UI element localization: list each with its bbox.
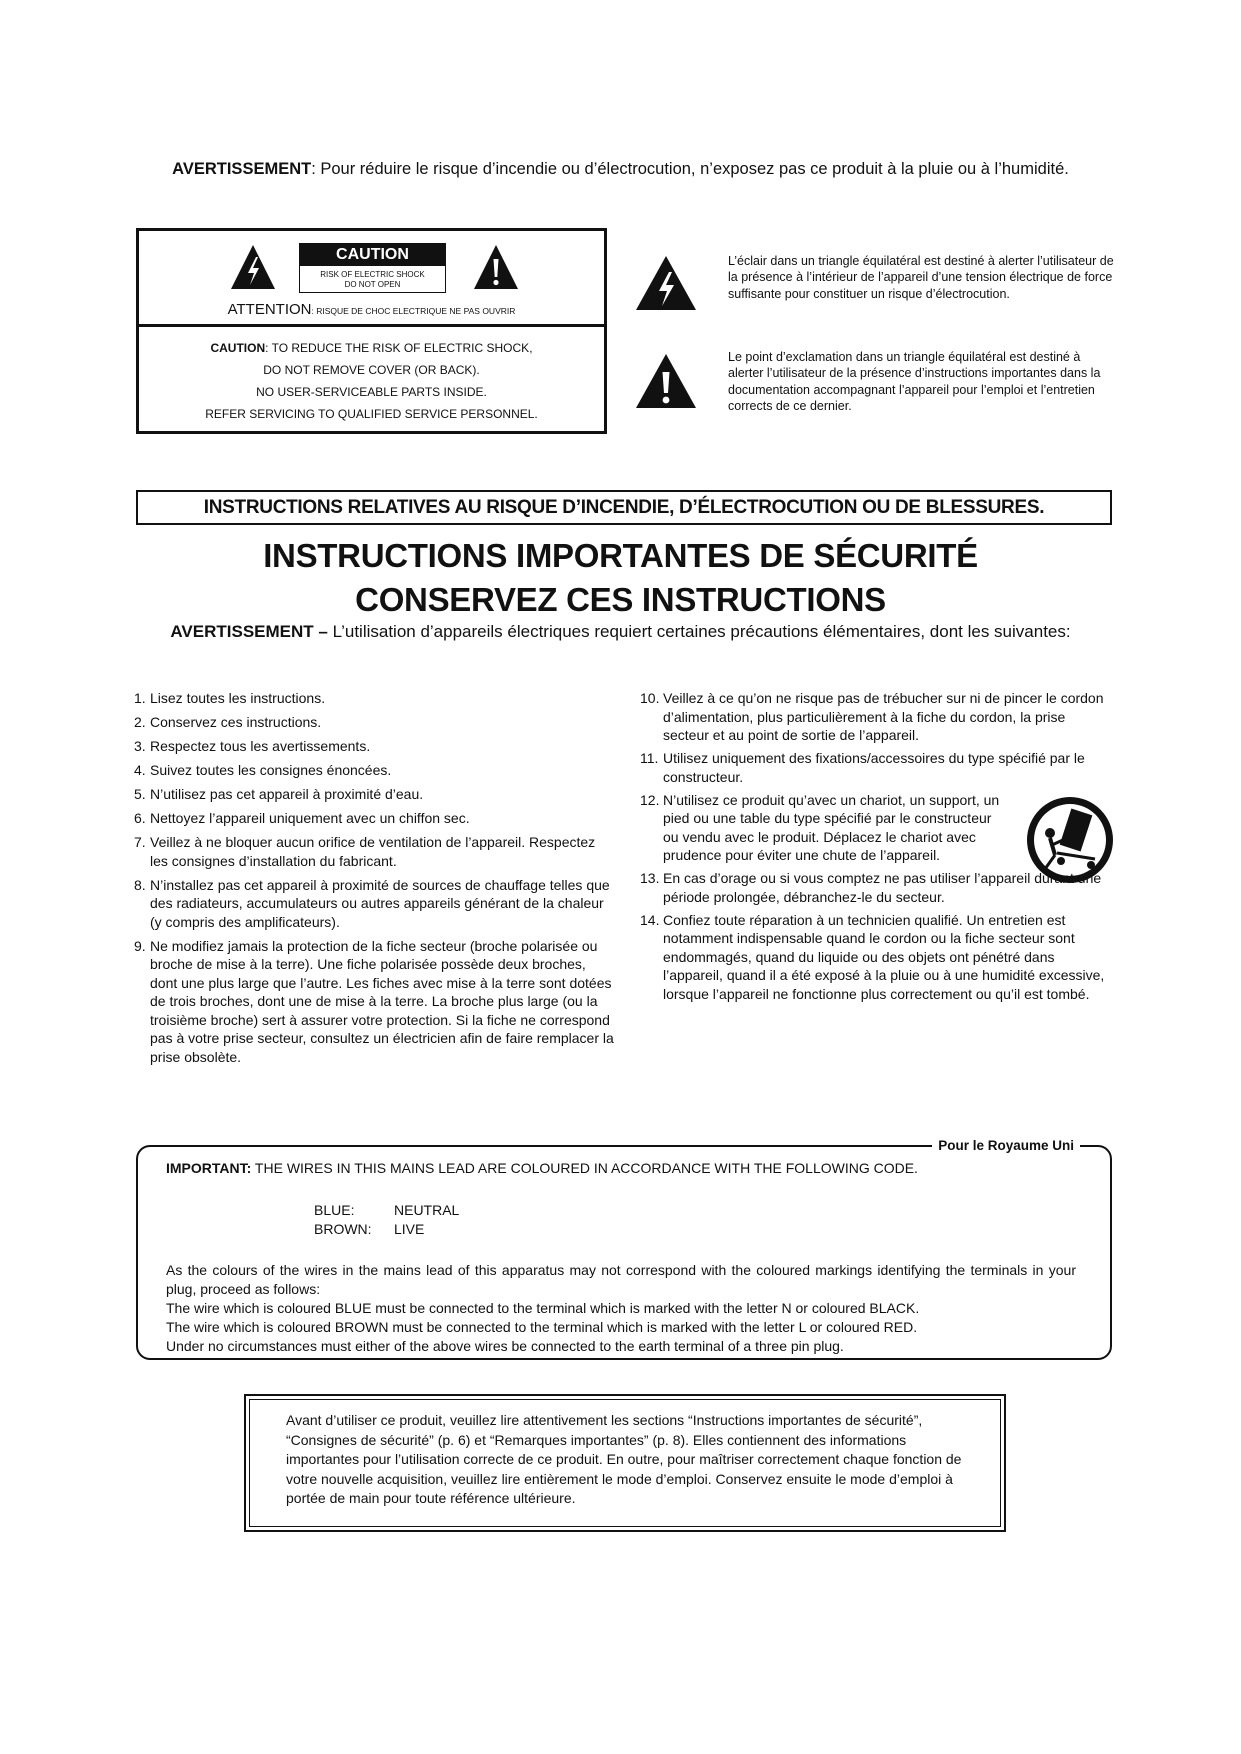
uk-important-text: THE WIRES IN THIS MAINS LEAD ARE COLOURED IN ACCORDANCE WITH THE FOLLOWING CODE. (251, 1160, 918, 1176)
item-number: 14. (640, 911, 660, 928)
list-item (640, 749, 1115, 786)
top-warning-text: : Pour réduire le risque d’incendie ou d’électrocution, n’exposez pas ce produit à la pluie ou à l’humidité. (311, 160, 1069, 178)
bottom-note-box (244, 1394, 1006, 1532)
uk-important-label: IMPORTANT: (166, 1160, 252, 1176)
instructions-list-right (640, 689, 1115, 1008)
wire-row-blue (314, 1201, 459, 1220)
item-number: 5. (134, 786, 146, 802)
list-item (640, 911, 1115, 1004)
item-text: Utilisez uniquement des fixations/accessoires du type spécifié par le constructeur. (663, 750, 1085, 785)
lightning-triangle-icon (229, 243, 277, 291)
caution-label-text: CAUTION (210, 341, 266, 355)
fire-heading: INSTRUCTIONS RELATIVES AU RISQUE D’INCENDIE, D’ÉLECTROCUTION OU DE BLESSURES. (203, 497, 1045, 518)
list-item (640, 791, 1115, 865)
caution-do-not-open: DO NOT OPEN (344, 280, 401, 289)
item-number: 10. (640, 690, 660, 706)
item-text: N’installez pas cet appareil à proximité de sources de chauffage telles que des radiateurs, accumulateurs ou autres appareils générant de la chaleur (y compris des amplificateurs). (150, 876, 610, 930)
item-text: Lisez toutes les instructions. (150, 690, 326, 706)
item-text: N’utilisez ce produit qu’avec un chariot, un support, un pied ou une table du type spécifié par le constructeur ou vendu avec le produit. Déplacez le chariot avec prudence pour éviter une chute de l’appareil. (663, 791, 1000, 863)
item-text: Veillez à ne bloquer aucun orifice de ventilation de l’appareil. Respectez les consignes d’installation du fabricant. (150, 834, 596, 869)
item-number: 7. (134, 834, 146, 850)
wire-color: BLUE: (314, 1202, 355, 1218)
caution-line-2: DO NOT REMOVE COVER (OR BACK). (263, 363, 480, 377)
list-item (134, 937, 614, 1067)
item-number: 1. (134, 690, 146, 706)
list-item (134, 876, 614, 932)
main-subtitle: CONSERVEZ CES INSTRUCTIONS (355, 581, 886, 618)
exclamation-triangle-icon (472, 243, 520, 291)
uk-paragraph: As the colours of the wires in the mains lead of this apparatus may not correspond with the coloured markings identifying the terminals in your plug, proceed as follows: (166, 1262, 1076, 1297)
list-item (134, 713, 614, 732)
attention-text: : RISQUE DE CHOC ELECTRIQUE NE PAS OUVRIR (311, 306, 516, 316)
uk-instructions (166, 1261, 1076, 1356)
item-number: 6. (134, 810, 146, 826)
attention-word: ATTENTION (227, 301, 312, 318)
item-text: Veillez à ce qu’on ne risque pas de trébucher sur ni de pincer le cordon d’alimentation, plus particulièrement à la fiche du cordon, la prise secteur et au point de sortie de l’appareil. (663, 690, 1104, 743)
list-item (134, 785, 614, 804)
caution-line-1 (139, 341, 604, 355)
item-number: 12. (640, 791, 660, 808)
general-warning-label: AVERTISSEMENT – (170, 622, 328, 641)
uk-wiring-box (136, 1138, 1112, 1360)
uk-rule-brown: The wire which is coloured BROWN must be connected to the terminal which is marked with the letter L or coloured RED. (166, 1319, 918, 1335)
item-number: 2. (134, 714, 146, 730)
attention-line (139, 301, 604, 319)
list-item (640, 869, 1115, 906)
top-warning-label: AVERTISSEMENT (172, 160, 312, 178)
item-text: Conservez ces instructions. (150, 714, 322, 730)
wire-function: LIVE (394, 1221, 425, 1237)
wire-row-brown (314, 1220, 424, 1239)
item-text: En cas d’orage ou si vous comptez ne pas utiliser l’appareil durant une période prolongée, débranchez-le du secteur. (663, 870, 1102, 905)
list-item (134, 833, 614, 870)
item-text: Suivez toutes les consignes énoncées. (150, 762, 392, 778)
item-number: 9. (134, 937, 146, 954)
caution-box (136, 228, 607, 434)
wire-color: BROWN: (314, 1221, 372, 1237)
general-warning-text: L’utilisation d’appareils électriques requiert certaines précautions élémentaires, dont les suivantes: (327, 622, 1071, 641)
caution-line-4: REFER SERVICING TO QUALIFIED SERVICE PERSONNEL. (205, 407, 538, 421)
list-item (134, 689, 614, 708)
uk-rule-earth: Under no circumstances must either of the above wires be connected to the earth terminal of a three pin plug. (166, 1338, 844, 1354)
item-number: 11. (640, 750, 659, 766)
item-text: Respectez tous les avertissements. (150, 738, 371, 754)
caution-line-text: : TO REDUCE THE RISK OF ELECTRIC SHOCK, (265, 341, 533, 355)
instructions-list-left (134, 689, 614, 1072)
main-title: INSTRUCTIONS IMPORTANTES DE SÉCURITÉ (263, 537, 978, 574)
bottom-note: Avant d’utiliser ce produit, veuillez lire attentivement les sections “Instructions importantes de sécurité”, “Consignes de sécurité” (p. 6) et “Remarques importantes” (p. 8). Elles contiennent des informations importantes pour l’utilisation correcte de ce produit. En outre, pour maîtriser correctement chaque fonction de votre nouvelle acquisition, veuillez lire entièrement le mode d’emploi. Conservez ensuite le mode d’emploi à portée de main pour toute référence ultérieure. (286, 1412, 962, 1506)
fire-heading-box (136, 490, 1112, 525)
list-item (640, 689, 1115, 745)
exclamation-explanation: Le point d’exclamation dans un triangle équilatéral est destiné à alerter l’utilisateur de la présence d’instructions importantes dans la documentation accompagnant l’appareil pour l’emploi et l’entretien corrects de ce dernier. (728, 350, 1101, 413)
item-text: Ne modifiez jamais la protection de la fiche secteur (broche polarisée ou broche de mise à la terre). Une fiche polarisée possède deux broches, dont une plus large que l’autre. Les fiches avec mise à la terre sont dotées de trois broches, dont une de mise à la terre. La broche plus large (ou la troisième broche) sert à assurer votre protection. Si la fiche ne correspond pas à votre prise secteur, consultez un électricien afin de faire remplacer la prise obsolète. (150, 937, 614, 1065)
lightning-explanation: L’éclair dans un triangle équilatéral est destiné à alerter l’utilisateur de la présence à l’intérieur de l’appareil d’une tension électrique de force suffisante pour constituer un risque d’électrocution. (728, 254, 1114, 301)
list-item (134, 737, 614, 756)
caution-line-3: NO USER-SERVICEABLE PARTS INSIDE. (256, 385, 487, 399)
exclamation-triangle-icon (634, 352, 698, 410)
item-number: 13. (640, 870, 660, 886)
uk-rule-blue: The wire which is coloured BLUE must be connected to the terminal which is marked with the letter N or coloured BLACK. (166, 1300, 920, 1316)
lightning-triangle-icon (634, 254, 698, 312)
uk-label: Pour le Royaume Uni (932, 1137, 1080, 1155)
item-number: 8. (134, 876, 146, 893)
caution-label (299, 243, 446, 293)
wire-function: NEUTRAL (394, 1202, 460, 1218)
general-warning (0, 622, 1241, 642)
uk-important (166, 1159, 918, 1178)
caution-risk-line: RISK OF ELECTRIC SHOCK (320, 270, 425, 279)
item-text: N’utilisez pas cet appareil à proximité d’eau. (150, 786, 424, 802)
caution-divider (139, 324, 604, 327)
item-text: Confiez toute réparation à un technicien qualifié. Un entretien est notamment indispensable quand le cordon ou la fiche secteur sont endommagés, quand du liquide ou des objets ont pénétré dans l’appareil, quand il a été exposé à la pluie ou à une humidité excessive, lorsque l’appareil ne fonctionne plus correctement ou qu’il est tombé. (663, 911, 1105, 1002)
top-warning (0, 160, 1241, 179)
item-text: Nettoyez l’appareil uniquement avec un chiffon sec. (150, 810, 470, 826)
list-item (134, 809, 614, 828)
item-number: 3. (134, 738, 146, 754)
item-number: 4. (134, 762, 146, 778)
caution-title: CAUTION (300, 244, 445, 266)
list-item (134, 761, 614, 780)
